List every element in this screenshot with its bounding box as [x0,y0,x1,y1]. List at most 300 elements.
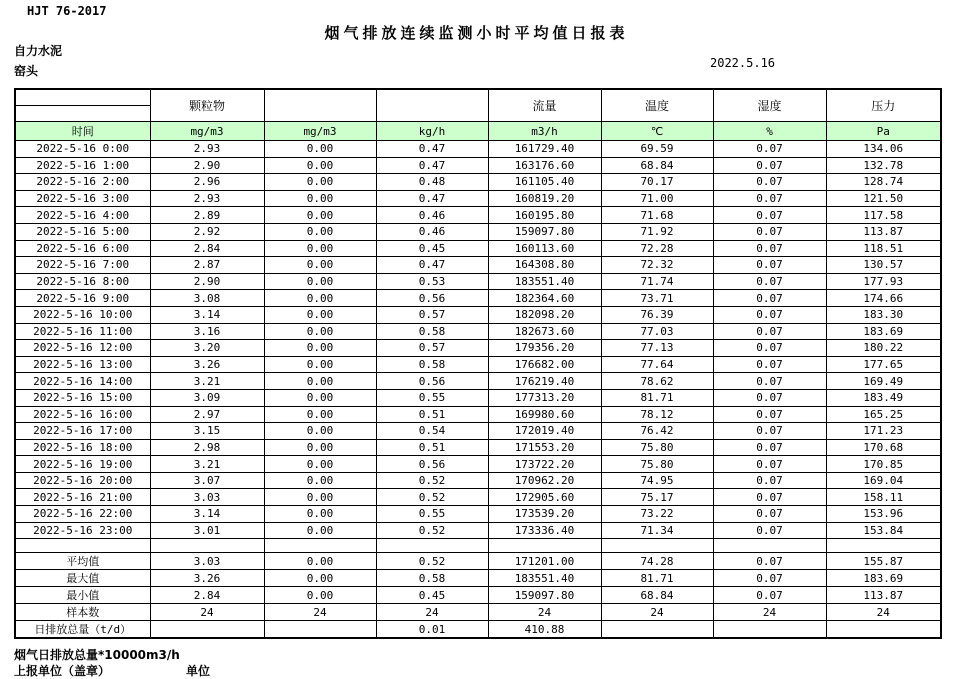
value-cell: 3.14 [150,306,264,323]
table-row [15,406,941,423]
footer-note: 烟气日排放总量*10000m3/h [14,648,180,662]
value-cell: 0.00 [264,506,376,523]
table-row [15,207,941,224]
value-cell: 0.47 [376,157,488,174]
summary-value-cell: 171201.00 [488,553,601,570]
value-cell: 70.17 [601,174,713,191]
value-cell: 180.22 [826,340,941,357]
value-cell: 171.23 [826,423,941,440]
summary-label-cell: 最小值 [15,587,150,604]
summary-value-cell: 155.87 [826,553,941,570]
doc-code: HJT 76-2017 [27,4,107,18]
value-cell: 0.07 [713,223,826,240]
summary-value-cell: 3.03 [150,553,264,570]
time-cell: 2022-5-16 5:00 [15,223,150,240]
value-cell: 75.80 [601,439,713,456]
value-cell: 0.53 [376,273,488,290]
value-cell: 160113.60 [488,240,601,257]
summary-value-cell: 24 [826,604,941,621]
value-cell: 130.57 [826,257,941,274]
value-cell: 0.00 [264,207,376,224]
value-cell: 78.12 [601,406,713,423]
value-cell: 0.52 [376,472,488,489]
value-cell: 165.25 [826,406,941,423]
blank-cell [488,539,601,553]
time-cell: 2022-5-16 4:00 [15,207,150,224]
time-cell: 2022-5-16 3:00 [15,190,150,207]
value-cell: 0.00 [264,257,376,274]
time-cell: 2022-5-16 11:00 [15,323,150,340]
time-cell: 2022-5-16 17:00 [15,423,150,440]
value-cell: 71.68 [601,207,713,224]
summary-value-cell: 3.26 [150,570,264,587]
summary-value-cell: 24 [150,604,264,621]
value-cell: 76.39 [601,306,713,323]
blank-cell [150,539,264,553]
blank-cell [826,539,941,553]
value-cell: 71.92 [601,223,713,240]
header-split-lower [16,106,150,121]
value-cell: 118.51 [826,240,941,257]
value-cell: 3.21 [150,373,264,390]
report-date: 2022.5.16 [710,56,776,70]
value-cell: 2.92 [150,223,264,240]
summary-value-cell [601,621,713,639]
page-title: 烟气排放连续监测小时平均值日报表 [324,24,629,42]
unit-header-row [15,122,941,141]
value-cell: 0.00 [264,240,376,257]
value-cell: 0.00 [264,406,376,423]
value-cell: 0.00 [264,456,376,473]
value-cell: 0.07 [713,389,826,406]
value-cell: 0.55 [376,506,488,523]
value-cell: 0.00 [264,423,376,440]
value-cell: 0.00 [264,141,376,158]
value-cell: 161729.40 [488,141,601,158]
value-cell: 2.93 [150,190,264,207]
value-cell: 77.64 [601,356,713,373]
summary-value-cell: 0.45 [376,587,488,604]
unit-header-cell: % [713,122,826,141]
value-cell: 0.56 [376,456,488,473]
value-cell: 174.66 [826,290,941,307]
value-cell: 3.01 [150,522,264,539]
unit-header-cell: ℃ [601,122,713,141]
footer-report-unit-label: 上报单位（盖章） [14,664,111,678]
value-cell: 169.49 [826,373,941,390]
time-column-header-cell [15,89,150,122]
value-cell: 71.34 [601,522,713,539]
value-cell: 117.58 [826,207,941,224]
time-cell: 2022-5-16 2:00 [15,174,150,191]
value-cell: 0.07 [713,174,826,191]
value-cell: 0.58 [376,356,488,373]
table-row [15,373,941,390]
value-cell: 75.80 [601,456,713,473]
time-cell: 2022-5-16 23:00 [15,522,150,539]
value-cell: 182364.60 [488,290,601,307]
summary-value-cell [264,621,376,639]
value-cell: 182673.60 [488,323,601,340]
time-cell: 2022-5-16 13:00 [15,356,150,373]
time-cell: 2022-5-16 7:00 [15,257,150,274]
unit-header-cell: Pa [826,122,941,141]
value-cell: 160195.80 [488,207,601,224]
value-cell: 0.54 [376,423,488,440]
value-cell: 72.28 [601,240,713,257]
time-cell: 2022-5-16 20:00 [15,472,150,489]
unit-header-cell: m3/h [488,122,601,141]
summary-value-cell: 183551.40 [488,570,601,587]
value-cell: 0.00 [264,489,376,506]
value-cell: 0.07 [713,439,826,456]
value-cell: 0.07 [713,290,826,307]
blank-row [15,539,941,553]
value-cell: 0.45 [376,240,488,257]
summary-value-cell: 24 [488,604,601,621]
value-cell: 0.07 [713,472,826,489]
value-cell: 0.58 [376,323,488,340]
value-cell: 2.89 [150,207,264,224]
value-cell: 3.09 [150,389,264,406]
value-cell: 3.21 [150,456,264,473]
value-cell: 2.96 [150,174,264,191]
value-cell: 182098.20 [488,306,601,323]
value-cell: 3.08 [150,290,264,307]
summary-value-cell: 113.87 [826,587,941,604]
table-row [15,290,941,307]
table-row [15,472,941,489]
company-name: 自力水泥 [14,44,63,58]
value-cell: 179356.20 [488,340,601,357]
value-cell: 73.71 [601,290,713,307]
monitor-location: 窑头 [14,64,39,78]
table-row [15,522,941,539]
value-cell: 183.30 [826,306,941,323]
blank-cell [264,539,376,553]
table-row [15,306,941,323]
summary-value-cell: 183.69 [826,570,941,587]
value-cell: 76.42 [601,423,713,440]
value-cell: 2.84 [150,240,264,257]
value-cell: 2.90 [150,273,264,290]
summary-value-cell [713,621,826,639]
summary-value-cell: 410.88 [488,621,601,639]
group-header-cell: 压力 [826,89,941,122]
summary-value-cell: 24 [601,604,713,621]
value-cell: 0.00 [264,522,376,539]
value-cell: 0.07 [713,240,826,257]
value-cell: 71.74 [601,273,713,290]
value-cell: 170.85 [826,456,941,473]
value-cell: 160819.20 [488,190,601,207]
value-cell: 159097.80 [488,223,601,240]
summary-label-cell: 最大值 [15,570,150,587]
group-header-cell: 流量 [488,89,601,122]
table-row [15,506,941,523]
value-cell: 173336.40 [488,522,601,539]
value-cell: 0.00 [264,174,376,191]
summary-value-cell: 24 [264,604,376,621]
value-cell: 0.00 [264,439,376,456]
time-cell: 2022-5-16 19:00 [15,456,150,473]
value-cell: 3.14 [150,506,264,523]
value-cell: 3.15 [150,423,264,440]
value-cell: 0.07 [713,306,826,323]
summary-value-cell: 0.07 [713,587,826,604]
value-cell: 121.50 [826,190,941,207]
group-header-cell: 湿度 [713,89,826,122]
table-row [15,423,941,440]
value-cell: 0.00 [264,389,376,406]
blank-cell [376,539,488,553]
time-cell: 2022-5-16 16:00 [15,406,150,423]
value-cell: 0.07 [713,423,826,440]
value-cell: 0.00 [264,223,376,240]
value-cell: 0.51 [376,406,488,423]
value-cell: 0.07 [713,456,826,473]
unit-header-cell: mg/m3 [264,122,376,141]
summary-value-cell: 2.84 [150,587,264,604]
value-cell: 183.49 [826,389,941,406]
value-cell: 0.07 [713,257,826,274]
table-row [15,340,941,357]
footer-unit-label: 单位 [186,664,211,678]
summary-value-cell: 159097.80 [488,587,601,604]
time-cell: 2022-5-16 10:00 [15,306,150,323]
table-row [15,141,941,158]
value-cell: 68.84 [601,157,713,174]
value-cell: 0.57 [376,340,488,357]
blank-cell [713,539,826,553]
table-row [15,439,941,456]
blank-cell [601,539,713,553]
value-cell: 183.69 [826,323,941,340]
value-cell: 72.32 [601,257,713,274]
summary-row [15,621,941,639]
group-header-cell: 颗粒物 [150,89,264,122]
value-cell: 2.98 [150,439,264,456]
time-cell: 2022-5-16 22:00 [15,506,150,523]
value-cell: 0.00 [264,373,376,390]
value-cell: 3.20 [150,340,264,357]
value-cell: 0.56 [376,373,488,390]
unit-header-cell: 时间 [15,122,150,141]
value-cell: 75.17 [601,489,713,506]
value-cell: 0.52 [376,522,488,539]
summary-value-cell: 0.00 [264,553,376,570]
value-cell: 0.07 [713,141,826,158]
summary-value-cell: 24 [376,604,488,621]
report-table [14,88,942,639]
value-cell: 2.93 [150,141,264,158]
time-cell: 2022-5-16 9:00 [15,290,150,307]
summary-value-cell: 0.58 [376,570,488,587]
group-header-cell [264,89,376,122]
summary-row [15,587,941,604]
summary-row [15,570,941,587]
value-cell: 0.00 [264,306,376,323]
value-cell: 0.07 [713,323,826,340]
value-cell: 132.78 [826,157,941,174]
summary-value-cell: 0.07 [713,570,826,587]
value-cell: 153.96 [826,506,941,523]
summary-row [15,553,941,570]
value-cell: 0.00 [264,356,376,373]
value-cell: 171553.20 [488,439,601,456]
table-row [15,489,941,506]
summary-label-cell: 样本数 [15,604,150,621]
summary-value-cell: 0.01 [376,621,488,639]
value-cell: 0.00 [264,190,376,207]
time-cell: 2022-5-16 15:00 [15,389,150,406]
value-cell: 153.84 [826,522,941,539]
value-cell: 0.48 [376,174,488,191]
value-cell: 0.07 [713,190,826,207]
summary-value-cell: 0.07 [713,553,826,570]
value-cell: 170962.20 [488,472,601,489]
table-row [15,389,941,406]
value-cell: 172905.60 [488,489,601,506]
value-cell: 74.95 [601,472,713,489]
unit-header-cell: mg/m3 [150,122,264,141]
value-cell: 0.07 [713,373,826,390]
value-cell: 176682.00 [488,356,601,373]
value-cell: 169980.60 [488,406,601,423]
value-cell: 173722.20 [488,456,601,473]
value-cell: 3.03 [150,489,264,506]
time-cell: 2022-5-16 12:00 [15,340,150,357]
summary-value-cell: 24 [713,604,826,621]
table-row [15,190,941,207]
blank-cell [15,539,150,553]
value-cell: 0.07 [713,207,826,224]
value-cell: 0.55 [376,389,488,406]
value-cell: 0.07 [713,406,826,423]
value-cell: 2.87 [150,257,264,274]
value-cell: 158.11 [826,489,941,506]
summary-label-cell: 平均值 [15,553,150,570]
value-cell: 0.46 [376,223,488,240]
value-cell: 113.87 [826,223,941,240]
table-row [15,157,941,174]
value-cell: 177.93 [826,273,941,290]
summary-value-cell: 68.84 [601,587,713,604]
table-row [15,323,941,340]
value-cell: 2.90 [150,157,264,174]
value-cell: 73.22 [601,506,713,523]
time-cell: 2022-5-16 0:00 [15,141,150,158]
summary-label-cell: 日排放总量（t/d） [15,621,150,639]
value-cell: 0.00 [264,323,376,340]
summary-value-cell [150,621,264,639]
value-cell: 0.07 [713,506,826,523]
time-cell: 2022-5-16 14:00 [15,373,150,390]
value-cell: 0.07 [713,340,826,357]
value-cell: 77.03 [601,323,713,340]
value-cell: 0.51 [376,439,488,456]
value-cell: 0.07 [713,489,826,506]
value-cell: 0.07 [713,522,826,539]
summary-value-cell: 0.00 [264,587,376,604]
value-cell: 128.74 [826,174,941,191]
value-cell: 170.68 [826,439,941,456]
value-cell: 164308.80 [488,257,601,274]
table-row [15,273,941,290]
group-header-cell [376,89,488,122]
value-cell: 0.00 [264,157,376,174]
summary-value-cell: 74.28 [601,553,713,570]
time-cell: 2022-5-16 21:00 [15,489,150,506]
report-table-wrapper [14,88,942,639]
value-cell: 3.26 [150,356,264,373]
time-cell: 2022-5-16 18:00 [15,439,150,456]
value-cell: 2.97 [150,406,264,423]
value-cell: 172019.40 [488,423,601,440]
value-cell: 0.00 [264,340,376,357]
table-row [15,174,941,191]
value-cell: 0.46 [376,207,488,224]
value-cell: 177313.20 [488,389,601,406]
value-cell: 0.47 [376,190,488,207]
group-header-cell: 温度 [601,89,713,122]
table-row [15,240,941,257]
value-cell: 3.07 [150,472,264,489]
value-cell: 163176.60 [488,157,601,174]
value-cell: 0.07 [713,273,826,290]
value-cell: 176219.40 [488,373,601,390]
value-cell: 71.00 [601,190,713,207]
table-row [15,356,941,373]
summary-value-cell [826,621,941,639]
value-cell: 77.13 [601,340,713,357]
table-row [15,257,941,274]
value-cell: 0.52 [376,489,488,506]
value-cell: 0.00 [264,273,376,290]
summary-value-cell: 0.00 [264,570,376,587]
value-cell: 0.07 [713,356,826,373]
value-cell: 3.16 [150,323,264,340]
value-cell: 69.59 [601,141,713,158]
value-cell: 169.04 [826,472,941,489]
value-cell: 173539.20 [488,506,601,523]
value-cell: 0.00 [264,290,376,307]
time-cell: 2022-5-16 8:00 [15,273,150,290]
value-cell: 183551.40 [488,273,601,290]
value-cell: 0.00 [264,472,376,489]
value-cell: 177.65 [826,356,941,373]
value-cell: 0.07 [713,157,826,174]
time-cell: 2022-5-16 1:00 [15,157,150,174]
time-cell: 2022-5-16 6:00 [15,240,150,257]
value-cell: 78.62 [601,373,713,390]
header-split-divider [16,90,150,106]
summary-row [15,604,941,621]
table-row [15,456,941,473]
summary-value-cell: 81.71 [601,570,713,587]
value-cell: 0.47 [376,257,488,274]
table-row [15,223,941,240]
unit-header-cell: kg/h [376,122,488,141]
value-cell: 0.56 [376,290,488,307]
value-cell: 134.06 [826,141,941,158]
value-cell: 81.71 [601,389,713,406]
value-cell: 161105.40 [488,174,601,191]
value-cell: 0.57 [376,306,488,323]
summary-value-cell: 0.52 [376,553,488,570]
value-cell: 0.47 [376,141,488,158]
group-header-row [15,89,941,122]
